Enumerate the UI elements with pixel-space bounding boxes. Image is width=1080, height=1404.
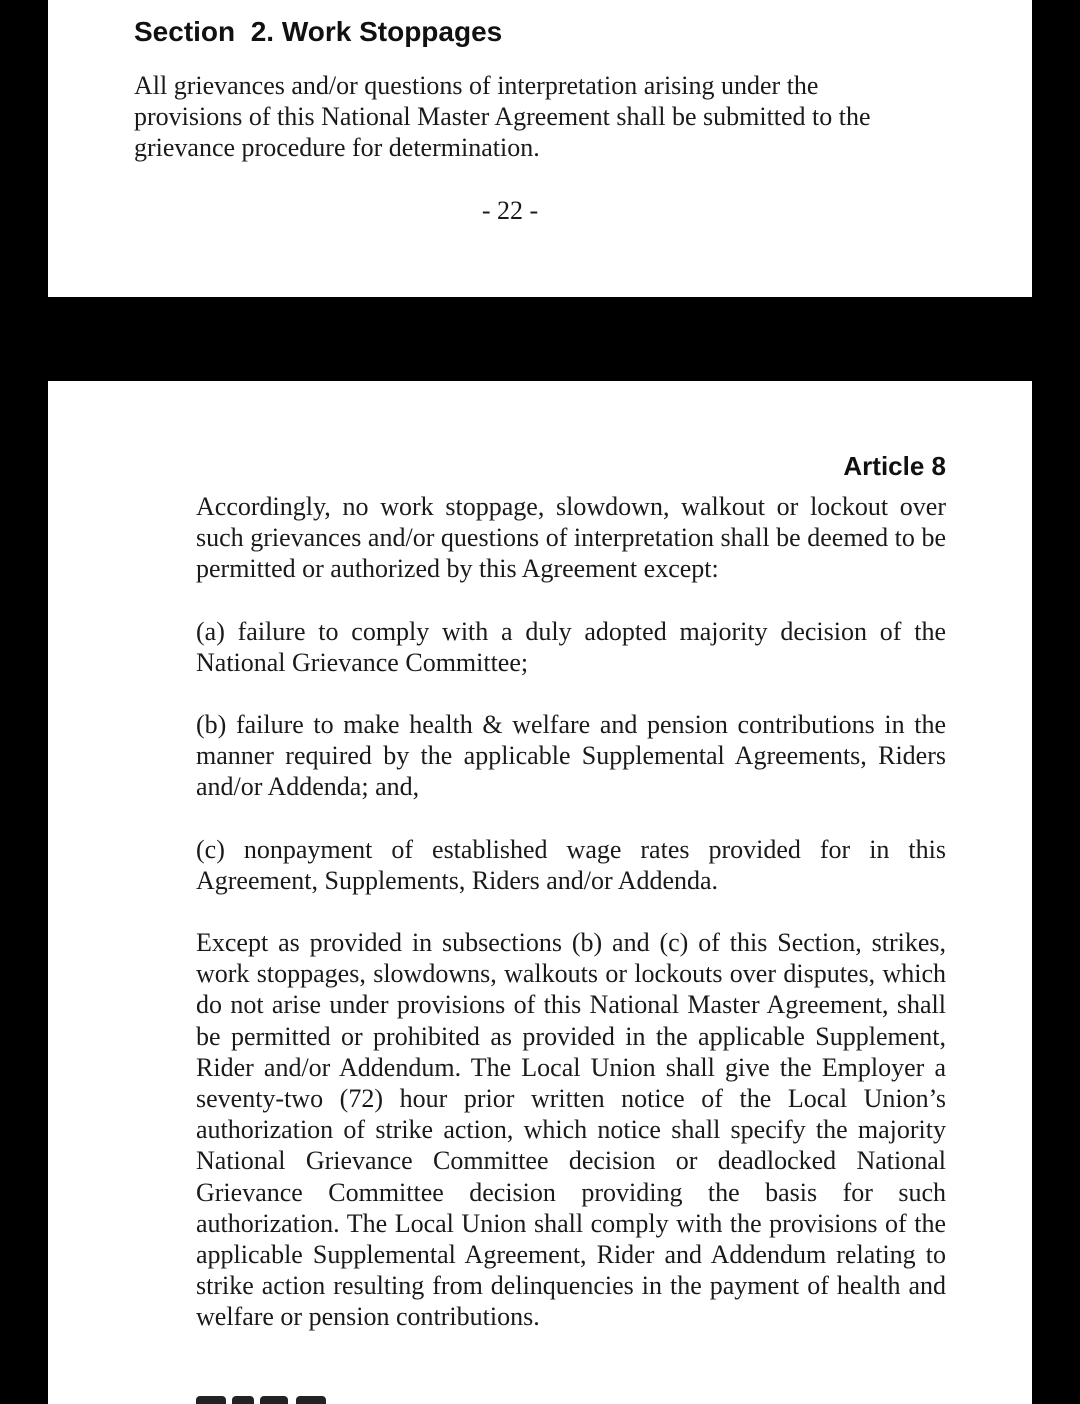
article-content [196, 491, 946, 1364]
document-page-top [48, 0, 1032, 297]
paragraph-subsection-c: (c) nonpayment of established wage rates provided for in this Agreement, Supplements, Riders and/or Addenda. [196, 834, 946, 895]
document-page-bottom [48, 381, 1032, 1404]
page-number: - 22 - [481, 196, 539, 225]
paragraph-intro: Accordingly, no work stoppage, slowdown, walkout or lockout over such grievances and/or questions of interpretation shall be deemed to be permitted or authorized by this Agreement except: [196, 492, 946, 584]
paragraph-subsection-b: (b) failure to make health & welfare and pension contributions in the manner required by the applicable Supplemental Agreements, Riders and/or Addenda; and, [196, 710, 946, 802]
article-heading: Article 8 [843, 451, 946, 481]
next-section-heading-cutoff [196, 1396, 336, 1404]
section-heading: Section 2. Work Stoppages [134, 16, 503, 47]
paragraph-exceptions: Except as provided in subsections (b) and (c) of this Section, strikes, work stoppages, slowdowns, walkouts or lockouts over disputes, which do not arise under provisions of this National Master Agreement, shall be permitted or prohibited as provided in the applicable Supplement, Rider and/or Addendum. The Local Union shall give the Employer a seventy-two (72) hour prior written notice of the Local Union’s authorization of strike action, which notice shall specify the majority National Grievance Committee decision or deadlocked National Grievance Committee decision providing the basis for such authorization. The Local Union shall comply with the provisions of the applicable Supplemental Agreement, Rider and Addendum relating to strike action resulting from delinquencies in the payment of health and welfare or pension contributions. [196, 928, 946, 1332]
paragraph-subsection-a: (a) failure to comply with a duly adopted majority decision of the National Grievance Committee; [196, 616, 946, 677]
section-paragraph: All grievances and/or questions of interpretation arising under the provisions of this National Master Agreement shall be submitted to the grievance procedure for determination. [134, 71, 871, 163]
